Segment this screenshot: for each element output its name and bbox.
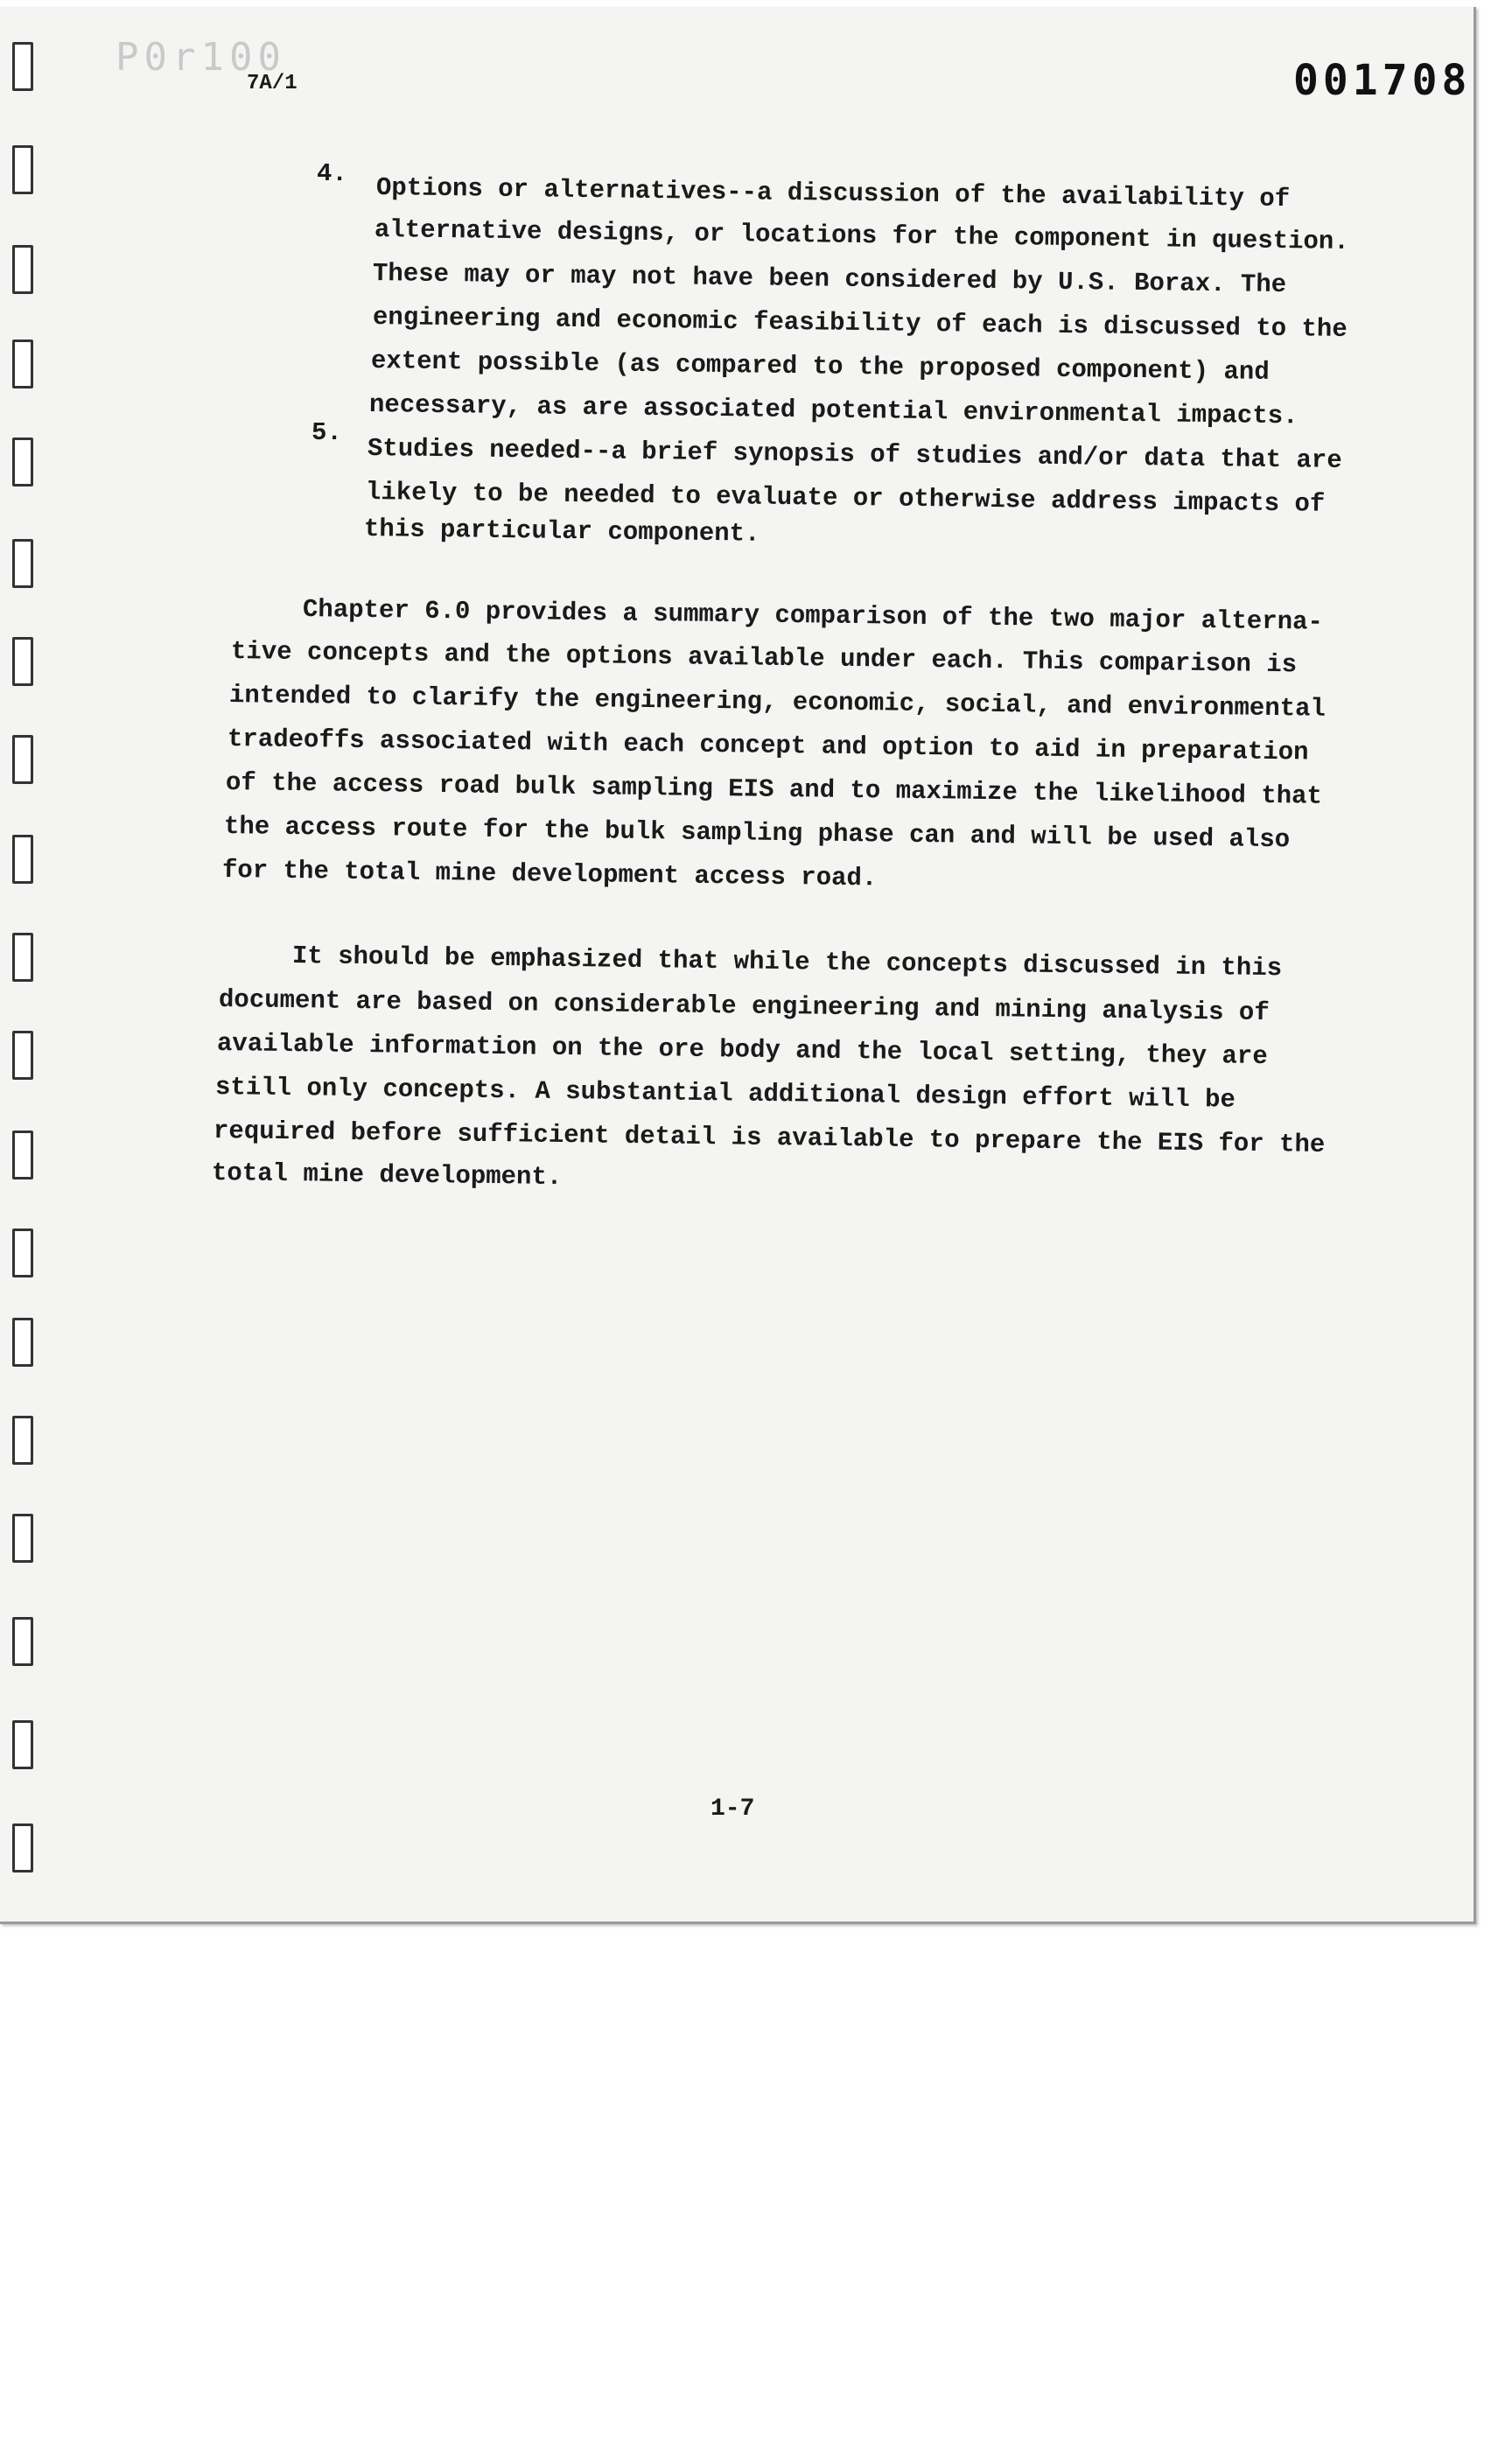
text-line: Options or alternatives--a discussion of the availability of [375, 173, 1291, 214]
text-line: available information on the ore body and the local setting, they are [216, 1029, 1268, 1072]
text-line: this particular component. [363, 514, 760, 549]
list-item-number: 5. [312, 418, 342, 447]
binder-hole [12, 1228, 33, 1278]
text-line: extent possible (as compared to the proposed component) and [370, 346, 1270, 387]
text-line: Chapter 6.0 provides a summary comparison of the two major alterna- [302, 595, 1324, 637]
text-line: still only concepts. A substantial additional design effort will be [214, 1073, 1236, 1115]
document-number: 001708 [1293, 56, 1472, 105]
binder-hole [12, 245, 33, 294]
binder-hole [12, 1031, 33, 1080]
binder-hole [12, 438, 33, 486]
text-line: tive concepts and the options available under each. This comparison is [230, 637, 1298, 680]
binder-hole [12, 735, 33, 784]
text-line: Studies needed--a brief synopsis of studies and/or data that are [367, 434, 1342, 475]
text-line: tradeoffs associated with each concept and option to aid in preparation [227, 724, 1309, 767]
list-item-number: 4. [317, 159, 347, 188]
faint-stamp: P0r100 [116, 35, 286, 80]
page-code: 7A/1 [247, 72, 298, 95]
text-line: It should be emphasized that while the concepts discussed in this [291, 942, 1283, 984]
binder-hole [12, 933, 33, 982]
text-line: of the access road bulk sampling EIS and to maximize the likelihood that [225, 768, 1323, 811]
binder-hole [12, 1130, 33, 1180]
binder-holes [12, 42, 38, 1880]
binder-hole [12, 145, 33, 194]
binder-hole [12, 835, 33, 884]
text-line: total mine development. [211, 1158, 563, 1193]
text-line: alternative designs, or locations for the component in question. [374, 215, 1349, 256]
text-line: the access route for the bulk sampling phase can and will be used also [223, 812, 1291, 855]
binder-hole [12, 42, 33, 91]
binder-hole [12, 637, 33, 686]
binder-hole [12, 1617, 33, 1666]
text-line: likely to be needed to evaluate or otherwise address impacts of [365, 478, 1326, 519]
binder-hole [12, 1318, 33, 1367]
text-line: intended to clarify the engineering, economic, social, and environmental [228, 681, 1326, 724]
page-number: 1-7 [710, 1796, 755, 1823]
binder-hole [12, 1824, 33, 1872]
binder-hole [12, 539, 33, 588]
binder-hole [12, 340, 33, 388]
binder-hole [12, 1416, 33, 1465]
text-line: These may or may not have been considered by U.S. Borax. The [372, 259, 1287, 300]
text-line: engineering and economic feasibility of each is discussed to the [372, 303, 1348, 344]
text-line: for the total mine development access road. [221, 856, 878, 893]
binder-hole [12, 1720, 33, 1769]
text-line: necessary, as are associated potential environmental impacts. [368, 390, 1298, 431]
text-line: required before sufficient detail is available to prepare the EIS for the [213, 1116, 1326, 1159]
text-line: document are based on considerable engineering and mining analysis of [218, 985, 1270, 1028]
document-page [0, 7, 1476, 1924]
binder-hole [12, 1514, 33, 1563]
